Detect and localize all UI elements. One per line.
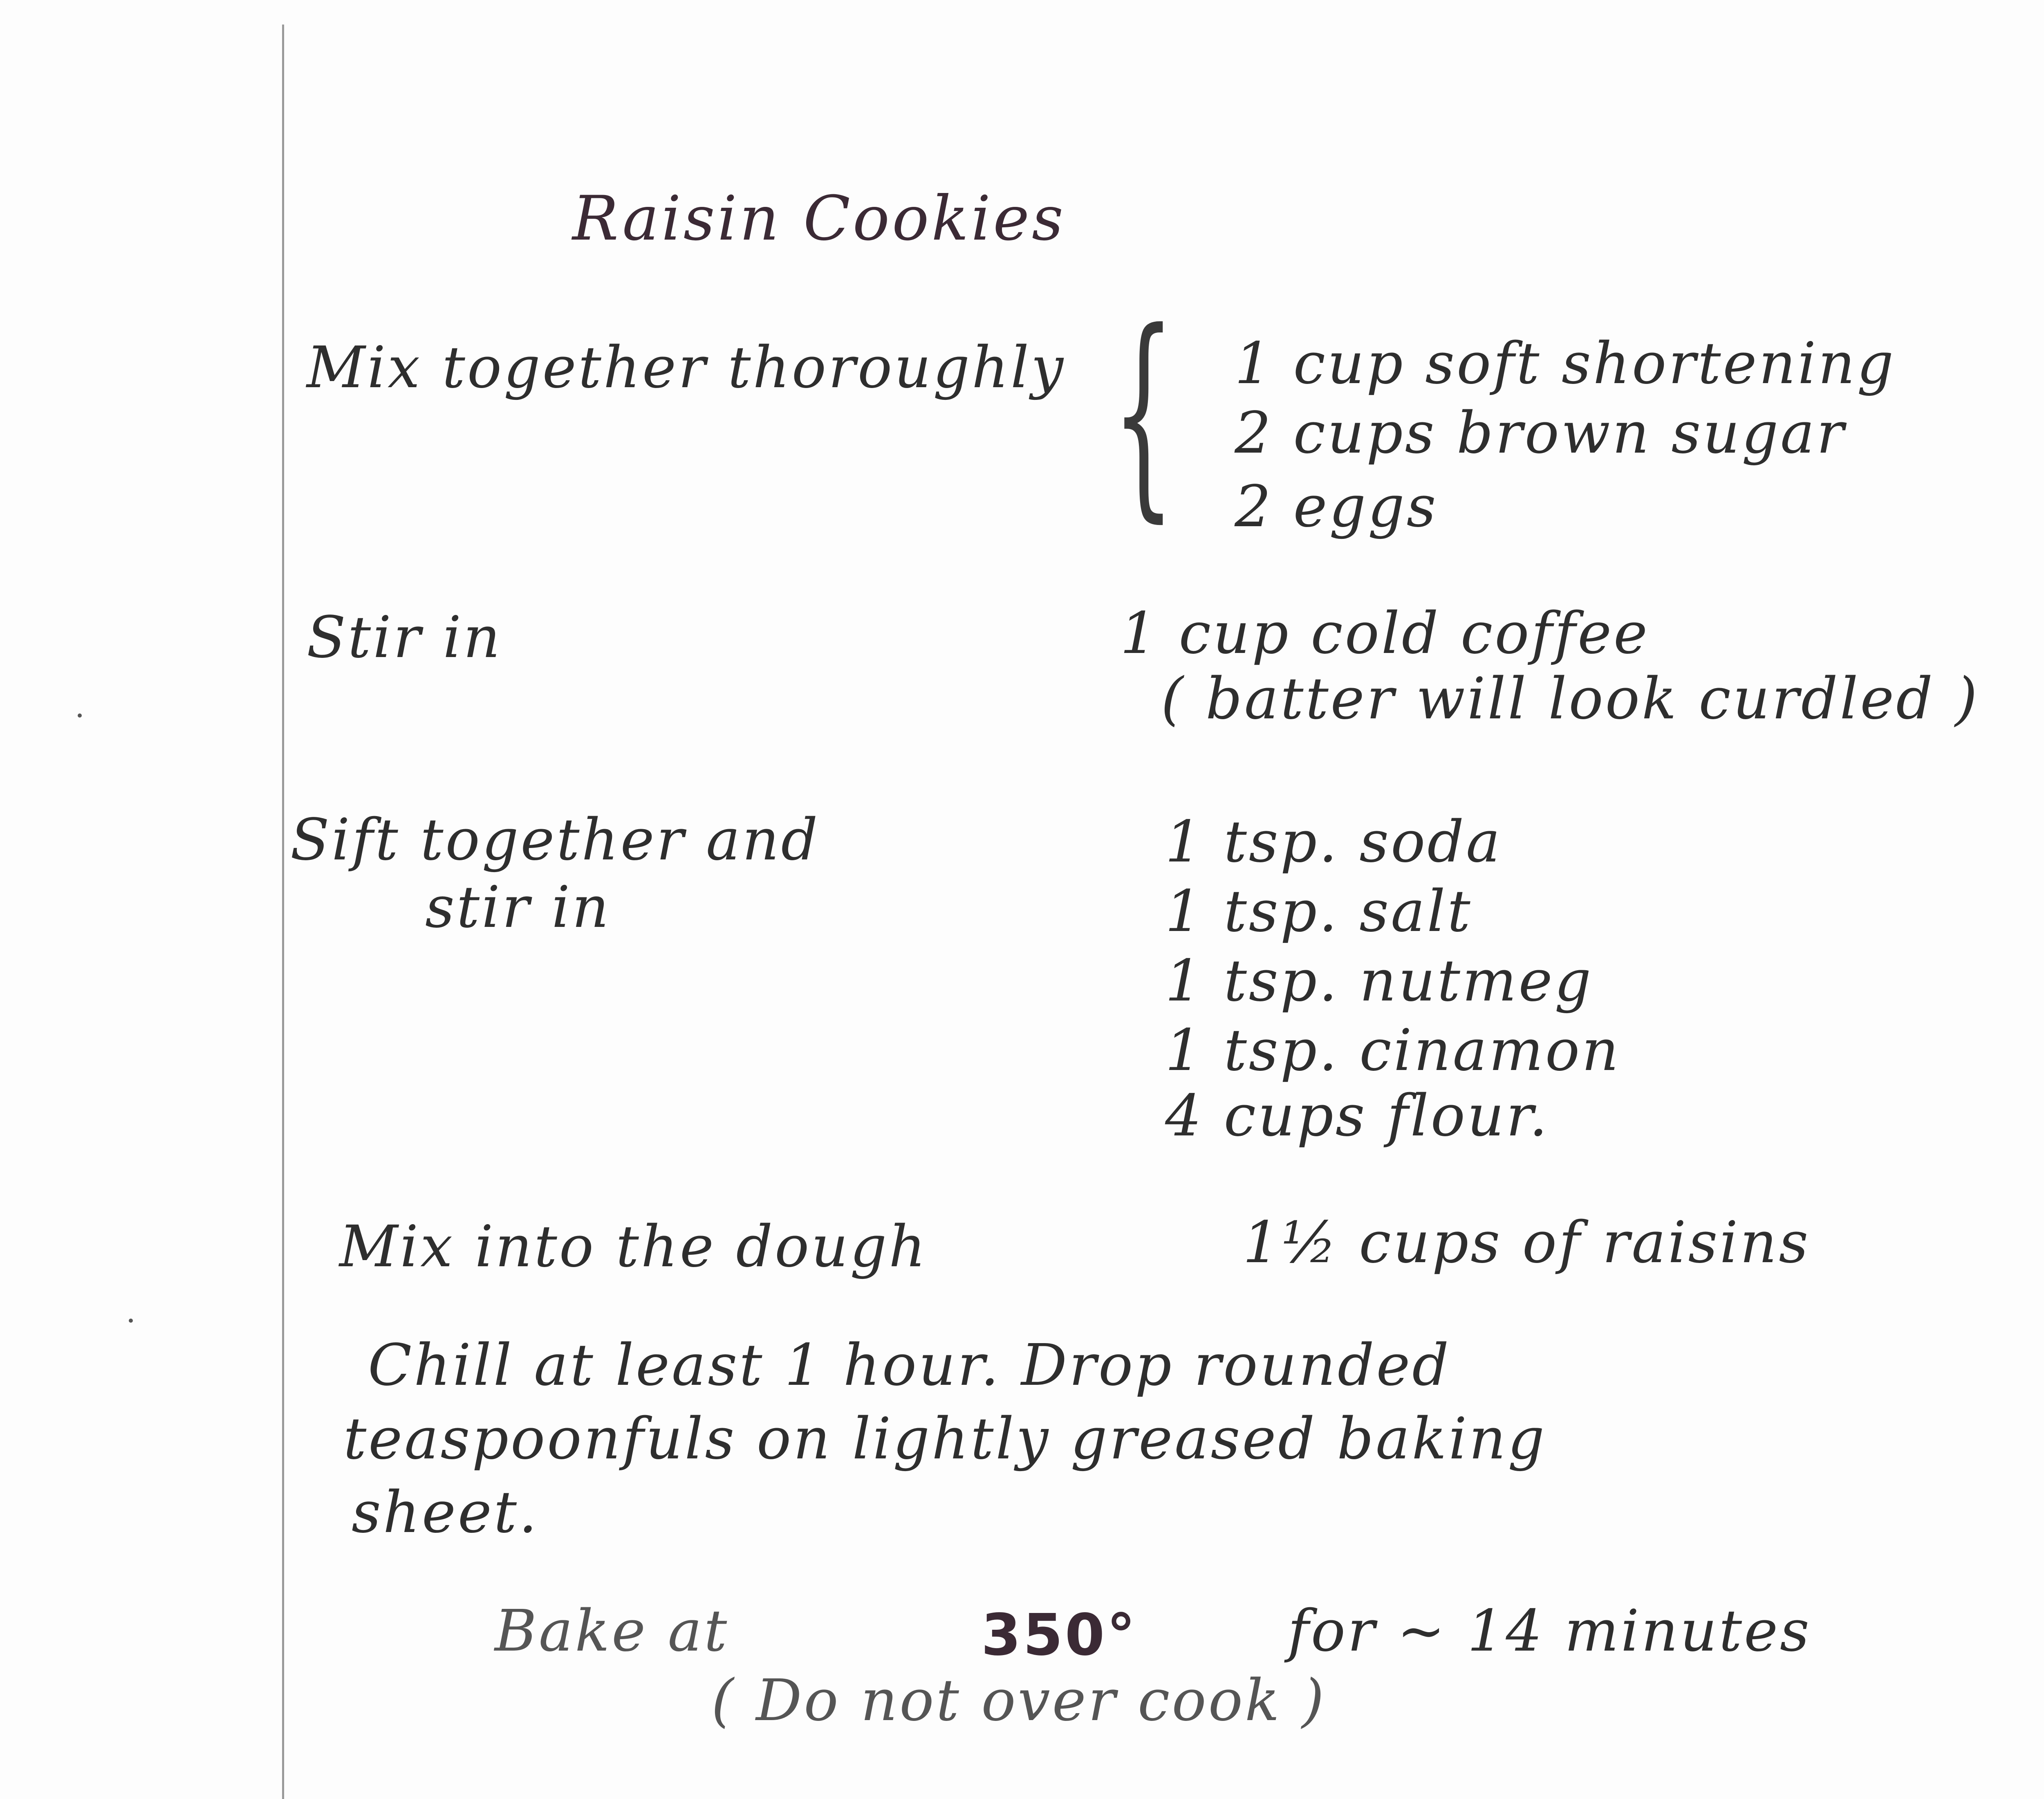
bake-note: ( Do not over cook ) <box>711 1667 1326 1734</box>
paper-speck <box>129 1319 133 1323</box>
bake-temperature: 350° <box>981 1602 1138 1669</box>
step-4-instruction: Mix into the dough <box>339 1214 928 1280</box>
recipe-title: Raisin Cookies <box>572 183 1066 254</box>
paper-speck <box>78 713 82 718</box>
ingredient-item: 2 eggs <box>1235 473 1438 540</box>
ingredient-item: 1 cup soft shortening <box>1235 330 1896 397</box>
step-3-instruction: stir in <box>425 874 611 941</box>
bake-prefix: Bake at <box>495 1598 729 1664</box>
ingredient-item: 1 tsp. cinamon <box>1165 1017 1621 1084</box>
ingredient-item: 1 tsp. nutmeg <box>1165 948 1594 1014</box>
bake-time: for ~ 14 minutes <box>1288 1598 1811 1664</box>
ingredient-item: 1 cup cold coffee <box>1120 600 1650 667</box>
ingredient-bracket: { <box>1112 285 1175 541</box>
ingredient-item: 2 cups brown sugar <box>1235 400 1846 467</box>
ingredient-item: 4 cups flour. <box>1165 1083 1550 1149</box>
ingredient-note: ( batter will look curdled ) <box>1161 666 1979 732</box>
step-2-instruction: Stir in <box>307 604 502 671</box>
ingredient-item: 1 tsp. soda <box>1165 809 1502 875</box>
margin-line <box>282 25 284 1799</box>
chill-instruction-line: Chill at least 1 hour. Drop rounded <box>368 1332 1451 1399</box>
chill-instruction-line: teaspoonfuls on lightly greased baking <box>343 1406 1546 1472</box>
chill-instruction-line: sheet. <box>352 1479 539 1546</box>
step-1-instruction: Mix together thoroughly <box>307 334 1066 401</box>
step-3-instruction: Sift together and <box>290 807 820 873</box>
ingredient-item: 1 tsp. salt <box>1165 878 1472 945</box>
ingredient-item: 1½ cups of raisins <box>1243 1209 1811 1276</box>
